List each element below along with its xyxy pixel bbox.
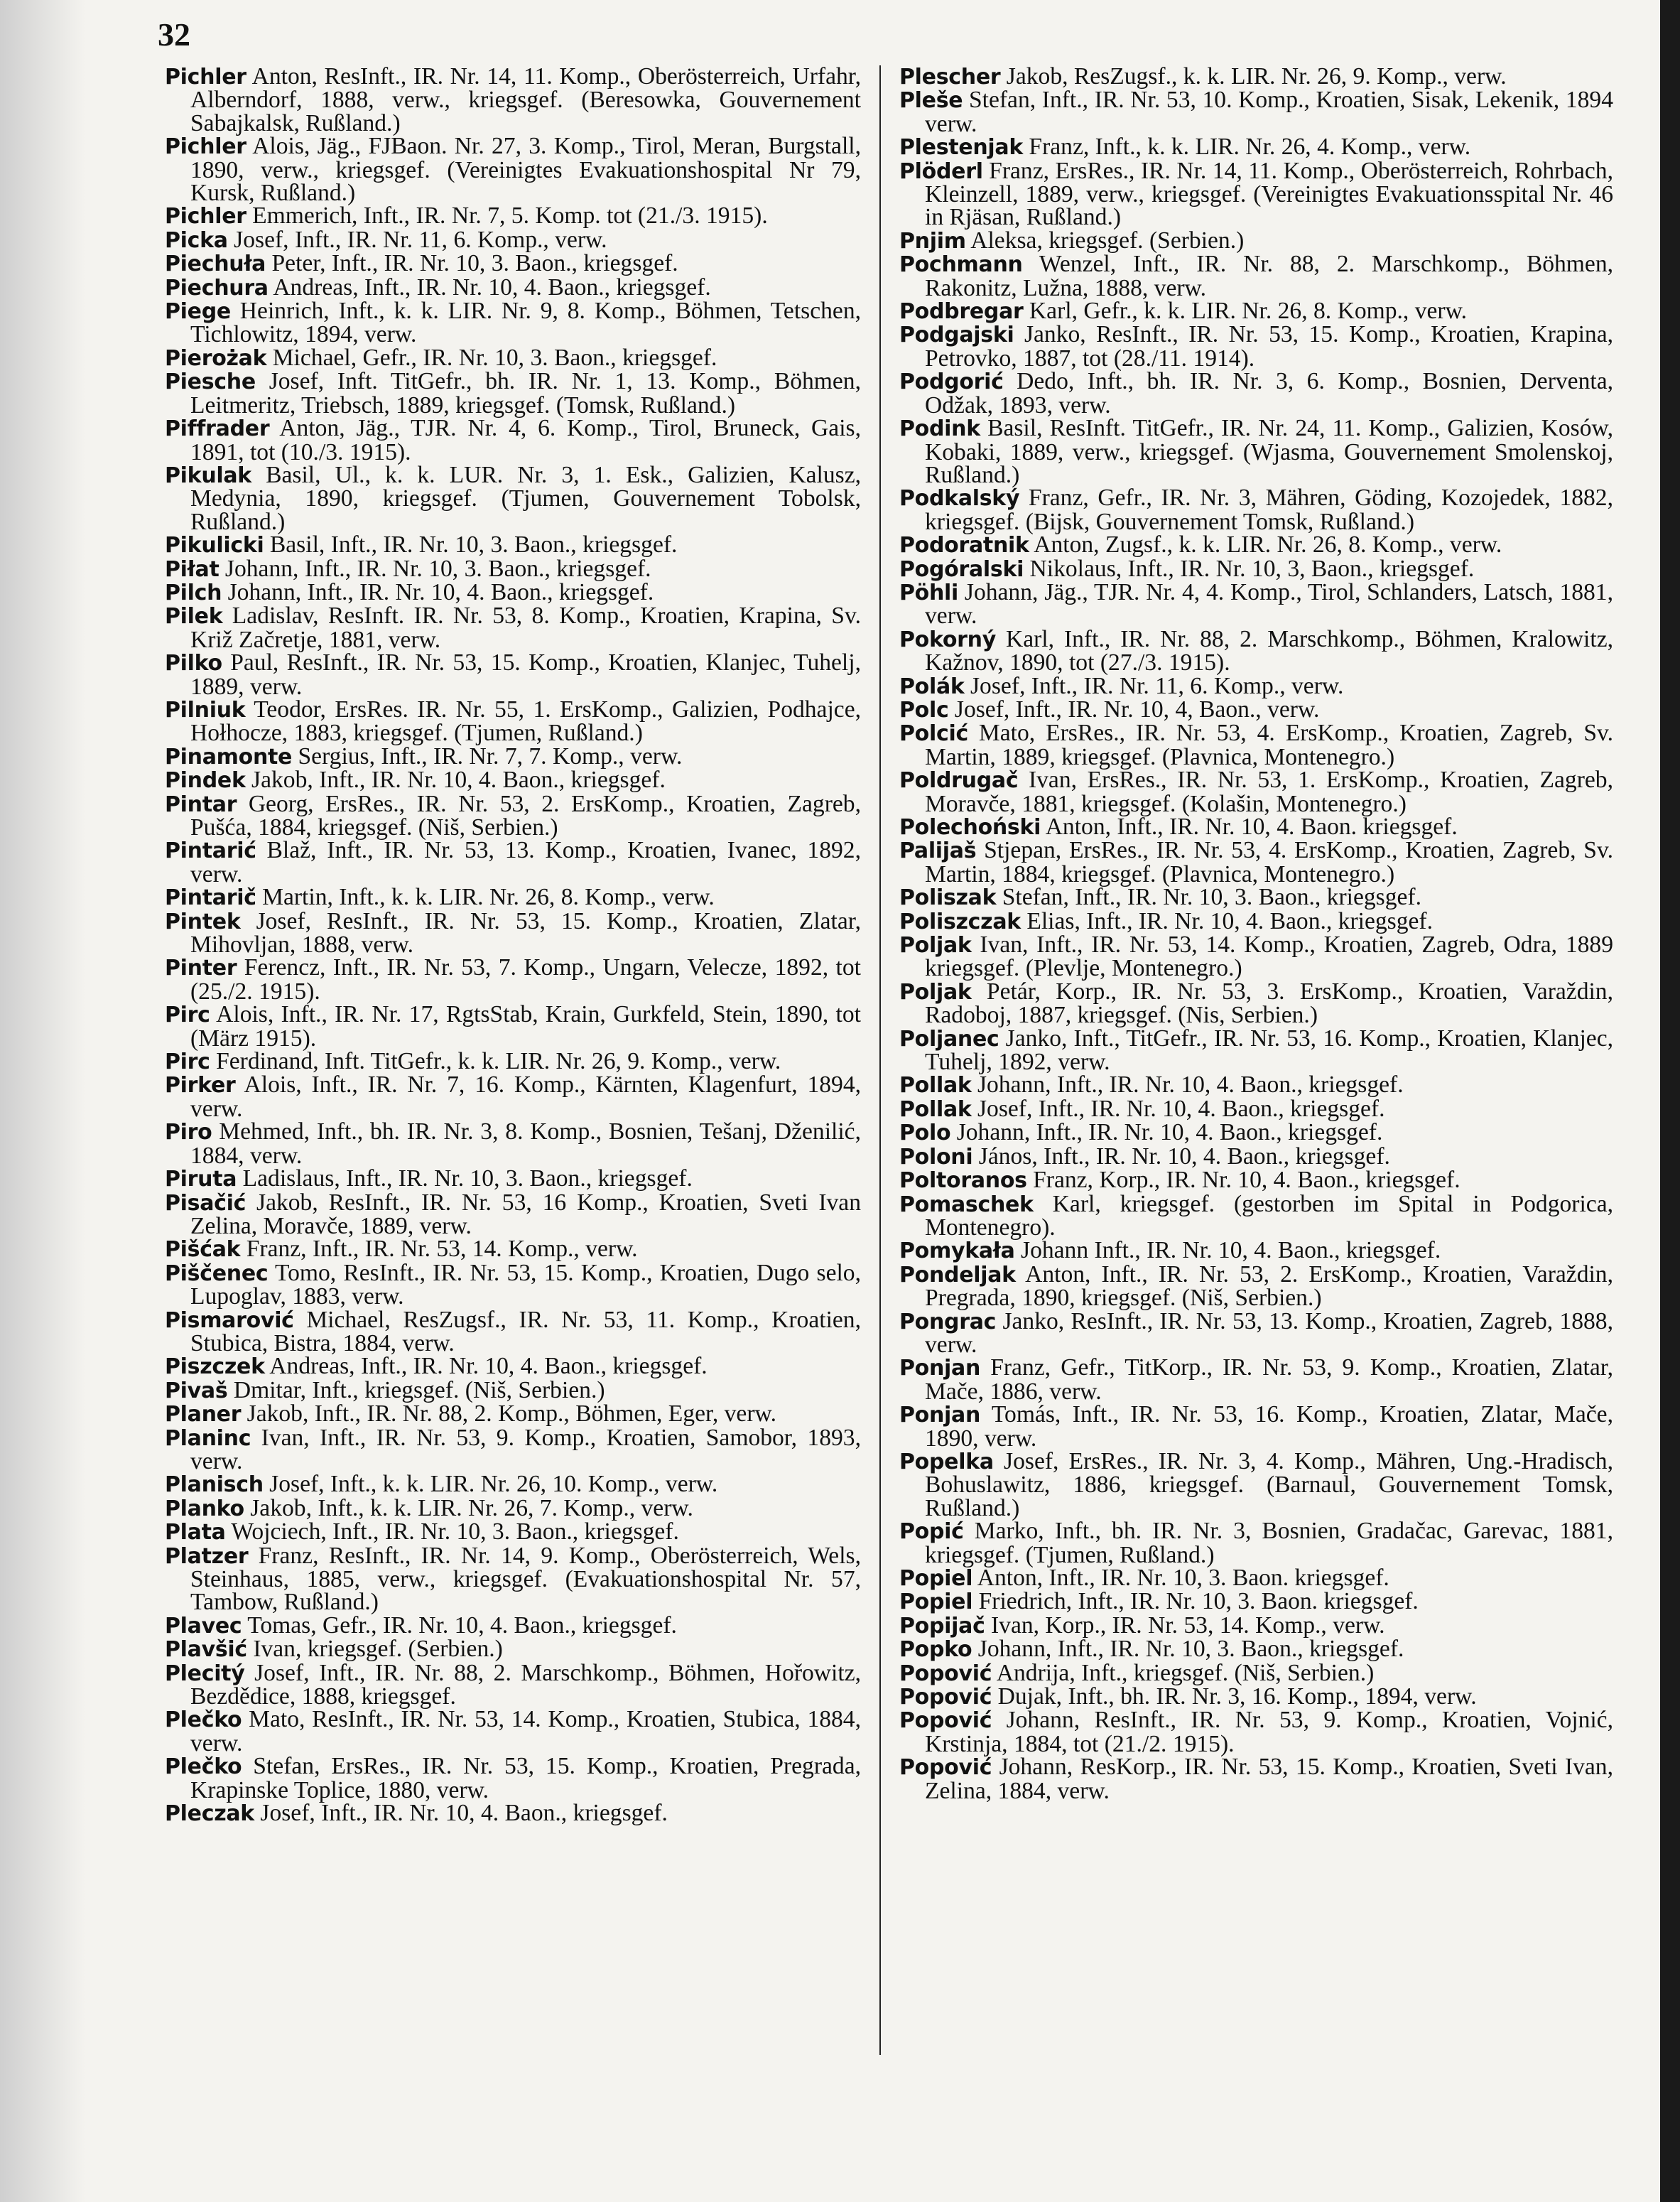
- entry-details: Tomás, Inft., IR. Nr. 53, 16. Komp., Kroatien, Zlatar, Mače, 1890, verw.: [925, 1401, 1613, 1452]
- entry-surname: Poljak: [899, 979, 972, 1005]
- entry-surname: Pongrac: [899, 1309, 997, 1334]
- entry-surname: Platzer: [165, 1543, 249, 1569]
- entry-surname: Polechoński: [899, 815, 1041, 840]
- entry-surname: Pichler: [165, 204, 246, 230]
- entry-details: Mato, ResInft., IR. Nr. 53, 14. Komp., Kroatien, Stubica, 1884, verw.: [190, 1706, 861, 1756]
- list-entry: [899, 769, 1613, 816]
- entry-surname: Pilko: [165, 651, 222, 676]
- list-entry: [165, 886, 861, 910]
- scan-edge: [1660, 0, 1680, 2202]
- list-entry: [165, 956, 861, 1003]
- list-entry: [165, 1542, 861, 1616]
- list-entry: [899, 934, 1613, 981]
- entry-details: Andreas, Inft., IR. Nr. 10, 4. Baon., kriegsgef.: [273, 274, 711, 301]
- entry-details: Alois, Inft., IR. Nr. 7, 16. Komp., Kärnten, Klagenfurt, 1894, verw.: [190, 1072, 862, 1122]
- entry-surname: Piechura: [165, 275, 269, 301]
- entry-details: Ladislav, ResInft. IR. Nr. 53, 8. Komp., Kroatien, Krapina, Sv. Križ Začretje, 1881, verw.: [190, 603, 861, 653]
- entry-details: Johann, ResKorp., IR. Nr. 53, 15. Komp., Kroatien, Sveti Ivan, Zelina, 1884, verw.: [925, 1754, 1613, 1804]
- entry-details: Josef, ErsRes., IR. Nr. 3, 4. Komp., Mähren, Ung.-Hradisch, Bohuslawitz, 1886, kriegsgef. (Barnaul, Gouvernement Tomsk, Rußland.): [925, 1447, 1613, 1521]
- entry-details: Stefan, Inft., IR. Nr. 53, 10. Komp., Kroatien, Sisak, Lekenik, 1894 verw.: [925, 87, 1613, 137]
- entry-details: Franz, Korp., IR. Nr. 10, 4. Baon., kriegsgef.: [1033, 1167, 1460, 1194]
- entry-surname: Pintar: [165, 792, 237, 817]
- entry-details: Johann Inft., IR. Nr. 10, 4. Baon., kriegsgef.: [1021, 1237, 1441, 1264]
- list-entry: [165, 1494, 861, 1521]
- entry-surname: Polcić: [899, 721, 968, 747]
- list-entry: [165, 790, 861, 841]
- list-entry: [165, 1355, 861, 1378]
- list-entry: [899, 1190, 1613, 1241]
- list-entry: [165, 1003, 861, 1050]
- list-entry: [899, 1567, 1613, 1590]
- entry-details: Stjepan, ErsRes., IR. Nr. 53, 4. ErsKomp., Kroatien, Zagreb, Sv. Martin, 1884, kriegsgef. (Plavnica, Montenegro.): [925, 837, 1613, 887]
- list-entry: [165, 226, 861, 253]
- entry-surname: Pogóralski: [899, 556, 1024, 582]
- entry-surname: Pichler: [165, 65, 246, 90]
- list-entry: [899, 698, 1613, 722]
- list-entry: [165, 649, 861, 700]
- list-entry: [165, 745, 861, 769]
- entry-surname: Pirker: [165, 1073, 236, 1099]
- entry-surname: Plecitý: [165, 1661, 245, 1686]
- entry-details: Ivan, Inft., IR. Nr. 53, 14. Komp., Kroatien, Zagreb, Odra, 1889 kriegsgef. (Plevlje, Montenegro.): [925, 932, 1613, 982]
- list-entry: [165, 578, 861, 605]
- scan-shadow: [0, 0, 85, 2202]
- list-entry: [899, 89, 1613, 136]
- entry-details: Ivan, Inft., IR. Nr. 53, 9. Komp., Kroatien, Samobor, 1893, verw.: [190, 1424, 861, 1474]
- entry-details: Josef, Inft., IR. Nr. 88, 2. Marschkomp., Böhmen, Hořowitz, Bezdědice, 1888, kriegsgef.: [190, 1659, 861, 1710]
- list-entry: [899, 1614, 1613, 1638]
- list-entry: [899, 1027, 1613, 1074]
- entry-details: Ladislaus, Inft., IR. Nr. 10, 3. Baon., kriegsgef.: [242, 1165, 693, 1192]
- entry-details: Franz, Inft., IR. Nr. 53, 14. Komp., verw.: [246, 1236, 638, 1263]
- list-entry: [165, 605, 861, 652]
- list-entry: [899, 136, 1613, 159]
- right-column: [899, 65, 1613, 1803]
- entry-details: Tomo, ResInft., IR. Nr. 53, 15. Komp., Kroatien, Dugo selo, Lupoglav, 1883, verw.: [190, 1259, 861, 1310]
- list-entry: [899, 65, 1613, 89]
- entry-details: Andreas, Inft., IR. Nr. 10, 4. Baon., kriegsgef.: [269, 1353, 708, 1380]
- entry-details: Karl, kriegsgef. (gestorben im Spital in Podgorica, Montenegro).: [925, 1190, 1613, 1241]
- entry-surname: Pollak: [899, 1096, 972, 1122]
- entry-details: Basil, Ul., k. k. LUR. Nr. 3, 1. Esk., Galizien, Kalusz, Medynia, 1890, kriegsgef. (Tjumen, Gouvernement Tobolsk, Rußland.): [190, 461, 861, 535]
- entry-details: Dedo, Inft., bh. IR. Nr. 3, 6. Komp., Bosnien, Derventa, Odžak, 1893, verw.: [925, 368, 1613, 419]
- list-entry: [899, 1074, 1613, 1097]
- list-entry: [899, 1756, 1613, 1803]
- entry-surname: Piege: [165, 299, 231, 325]
- entry-details: Basil, Inft., IR. Nr. 10, 3. Baon., kriegsgef.: [269, 531, 678, 558]
- entry-details: Karl, Inft., IR. Nr. 88, 2. Marschkomp., Böhmen, Kralowitz, Kažnov, 1890, tot (27./3. 1915).: [925, 625, 1613, 676]
- list-entry: [165, 344, 861, 371]
- entry-details: Johann, Inft., IR. Nr. 10, 3. Baon., kriegsgef.: [977, 1636, 1404, 1663]
- entry-surname: Podink: [899, 416, 980, 442]
- entry-surname: Plečko: [165, 1754, 242, 1780]
- entry-details: Georg, ErsRes., IR. Nr. 53, 2. ErsKomp., Kroatien, Zagreb, Pušća, 1884, kriegsgef. (Niš, Serbien.): [190, 790, 861, 841]
- entry-details: Franz, ResInft., IR. Nr. 14, 9. Komp., Oberösterreich, Wels, Steinhaus, 1885, verw., kriegsgef. (Evakuationshospital Nr. 57, Tambow, Rußland.): [190, 1542, 861, 1616]
- entry-details: Johann, Inft., IR. Nr. 10, 4. Baon., kriegsgef.: [977, 1072, 1404, 1099]
- list-entry: [165, 555, 861, 582]
- entry-surname: Pismarović: [165, 1307, 294, 1333]
- entry-details: Jakob, ResZugsf., k. k. LIR. Nr. 26, 9. Komp., verw.: [1006, 63, 1507, 90]
- list-entry: [165, 1167, 861, 1191]
- list-entry: [899, 978, 1613, 1029]
- list-entry: [899, 907, 1613, 934]
- list-entry: [165, 1638, 861, 1661]
- list-entry: [899, 1403, 1613, 1450]
- entry-details: Janko, ResInft., IR. Nr. 53, 15. Komp., Kroatien, Krapina, Petrovko, 1887, tot (28./11. 1914).: [925, 321, 1613, 372]
- list-entry: [899, 417, 1613, 487]
- entry-surname: Polc: [899, 697, 949, 723]
- entry-surname: Piesche: [165, 369, 256, 395]
- list-entry: [165, 135, 861, 205]
- entry-surname: Pindek: [165, 768, 246, 794]
- list-entry: [899, 531, 1613, 558]
- entry-details: Alois, Inft., IR. Nr. 17, RgtsStab, Krain, Gurkfeld, Stein, 1890, tot (März 1915).: [190, 1001, 861, 1052]
- entry-details: Wojciech, Inft., IR. Nr. 10, 3. Baon., kriegsgef.: [231, 1518, 679, 1545]
- entry-surname: Plestenjak: [899, 135, 1023, 161]
- list-entry: [899, 1638, 1613, 1661]
- entry-details: Heinrich, Inft., k. k. LIR. Nr. 9, 8. Komp., Böhmen, Tetschen, Tichlowitz, 1894, verw.: [190, 298, 861, 348]
- list-entry: [899, 1263, 1613, 1310]
- entry-surname: Pichler: [165, 134, 246, 160]
- entry-details: Josef, Inft., IR. Nr. 11, 6. Komp., verw.: [970, 672, 1344, 699]
- entry-surname: Polák: [899, 674, 965, 699]
- entry-surname: Pilek: [165, 604, 223, 630]
- entry-surname: Pirc: [165, 1003, 210, 1028]
- entry-surname: Picka: [165, 227, 228, 253]
- entry-details: Friedrich, Inft., IR. Nr. 10, 3. Baon. kriegsgef.: [978, 1588, 1419, 1615]
- list-entry: [165, 698, 861, 745]
- entry-surname: Pilch: [165, 580, 222, 605]
- list-entry: [165, 907, 861, 959]
- entry-surname: Popić: [899, 1519, 964, 1545]
- entry-details: Stefan, ErsRes., IR. Nr. 53, 15. Komp., Kroatien, Pregrada, Krapinske Toplice, 1880, verw.: [190, 1753, 861, 1803]
- list-entry: [165, 252, 861, 276]
- entry-details: Alois, Jäg., FJBaon. Nr. 27, 3. Komp., Tirol, Meran, Burgstall, 1890, verw., kriegsgef. (Vereinigtes Evakuationshospital Nr 79, Kursk, Rußland.): [190, 133, 862, 207]
- entry-details: Marko, Inft., bh. IR. Nr. 3, Bosnien, Gradačac, Garevac, 1881, kriegsgef. (Tjumen, Rußland.): [925, 1518, 1613, 1568]
- list-entry: [165, 1050, 861, 1074]
- entry-details: Mato, ErsRes., IR. Nr. 53, 4. ErsKomp., Kroatien, Zagreb, Sv. Martin, 1889, kriegsgef. (Plavnica, Montenegro.): [925, 720, 1613, 770]
- list-entry: [165, 205, 861, 228]
- list-entry: [165, 1238, 861, 1261]
- entry-details: Anton, ResInft., IR. Nr. 14, 11. Komp., Oberösterreich, Urfahr, Alberndorf, 1888, verw., kriegsgef. (Beresowka, Gouvernement Sabajkalsk, Rußland.): [190, 63, 861, 136]
- entry-surname: Piro: [165, 1120, 212, 1145]
- column-divider: [879, 65, 881, 2055]
- list-entry: [899, 1169, 1613, 1192]
- entry-details: Johann, ResInft., IR. Nr. 53, 9. Komp., Kroatien, Vojnić, Krstinja, 1884, tot (21./2. 1915).: [925, 1707, 1613, 1757]
- entry-surname: Pondeljak: [899, 1262, 1016, 1288]
- entry-surname: Pleczak: [165, 1801, 254, 1827]
- entry-surname: Piechuła: [165, 252, 266, 277]
- list-entry: [165, 1518, 861, 1545]
- entry-details: Martin, Inft., k. k. LIR. Nr. 26, 8. Komp., verw.: [262, 884, 715, 911]
- entry-details: Peter, Inft., IR. Nr. 10, 3. Baon., kriegsgef.: [271, 250, 678, 277]
- entry-surname: Podgorić: [899, 369, 1004, 395]
- entry-details: Josef, Inft., IR. Nr. 11, 6. Komp., verw.: [234, 226, 607, 253]
- entry-surname: Popiel: [899, 1590, 973, 1615]
- entry-surname: Popiel: [899, 1566, 973, 1591]
- list-entry: [165, 1473, 861, 1496]
- entry-surname: Plavec: [165, 1613, 242, 1639]
- list-entry: [899, 1520, 1613, 1567]
- entry-details: Janko, ResInft., IR. Nr. 53, 13. Komp., Kroatien, Zagreb, 1888, verw.: [925, 1307, 1613, 1358]
- entry-surname: Poliszak: [899, 885, 997, 911]
- entry-surname: Pokorný: [899, 627, 996, 652]
- entry-details: Paul, ResInft., IR. Nr. 53, 15. Komp., Kroatien, Klanjec, Tuhelj, 1889, verw.: [190, 649, 861, 700]
- entry-details: Elias, Inft., IR. Nr. 10, 4. Baon., kriegsgef.: [1026, 907, 1433, 934]
- entry-details: Anton, Zugsf., k. k. LIR. Nr. 26, 8. Komp., verw.: [1034, 531, 1502, 558]
- entry-surname: Plavšić: [165, 1637, 247, 1663]
- entry-surname: Podgajski: [899, 323, 1014, 348]
- entry-details: Ivan, kriegsgef. (Serbien.): [253, 1636, 503, 1663]
- list-entry: [899, 578, 1613, 630]
- entry-surname: Poljanec: [899, 1026, 999, 1052]
- entry-surname: Poldrugač: [899, 768, 1019, 794]
- entry-surname: Poloni: [899, 1144, 973, 1170]
- list-entry: [899, 555, 1613, 582]
- left-column: [165, 65, 861, 1825]
- entry-details: Franz, Inft., k. k. LIR. Nr. 26, 4. Komp., verw.: [1029, 134, 1471, 161]
- entry-details: Anton, Inft., IR. Nr. 53, 2. ErsKomp., Kroatien, Varaždin, Pregrada, 1890, kriegsgef. (Niš, Serbien.): [925, 1261, 1613, 1312]
- list-entry: [899, 1145, 1613, 1169]
- entry-surname: Popijač: [899, 1613, 985, 1639]
- list-entry: [899, 300, 1613, 323]
- entry-surname: Pintek: [165, 909, 241, 934]
- entry-details: Ferencz, Inft., IR. Nr. 53, 7. Komp., Ungarn, Velecze, 1892, tot (25./2. 1915).: [190, 954, 861, 1005]
- entry-surname: Popelka: [899, 1449, 994, 1474]
- entry-surname: Pinamonte: [165, 744, 293, 770]
- entry-surname: Plata: [165, 1520, 226, 1545]
- entry-details: Andrija, Inft., kriegsgef. (Niš, Serbien.): [996, 1659, 1375, 1686]
- list-entry: [899, 487, 1613, 534]
- entry-details: Emmerich, Inft., IR. Nr. 7, 5. Komp. tot (21./3. 1915).: [252, 203, 768, 230]
- entry-details: Jakob, ResInft., IR. Nr. 53, 16 Komp., Kroatien, Sveti Ivan Zelina, Moravče, 1889, verw.: [190, 1189, 861, 1239]
- entry-surname: Piščenec: [165, 1261, 269, 1286]
- entry-details: Johann, Jäg., TJR. Nr. 4, 4. Komp., Tirol, Schlanders, Latsch, 1881, verw.: [925, 578, 1613, 630]
- list-entry: [899, 722, 1613, 769]
- entry-details: Ivan, ErsRes., IR. Nr. 53, 1. ErsKomp., Kroatien, Zagreb, Moravče, 1881, kriegsgef. (Kolašin, Montenegro.): [925, 767, 1613, 817]
- entry-details: Franz, Gefr., IR. Nr. 3, Mähren, Göding, Kozojedek, 1882, kriegsgef. (Bijsk, Gouvernement Tomsk, Rußland.): [925, 485, 1613, 535]
- entry-details: Johann, Inft., IR. Nr. 10, 4. Baon., kriegsgef.: [956, 1119, 1383, 1146]
- list-entry: [165, 1074, 861, 1121]
- entry-surname: Pikulicki: [165, 533, 264, 558]
- entry-surname: Podbregar: [899, 299, 1024, 325]
- list-entry: [165, 276, 861, 300]
- list-entry: [899, 816, 1613, 839]
- entry-details: Anton, Jäg., TJR. Nr. 4, 6. Komp., Tirol, Bruneck, Gais, 1891, tot (10./3. 1915).: [190, 415, 861, 465]
- list-entry: [899, 1307, 1613, 1358]
- list-entry: [165, 1424, 861, 1474]
- entry-details: Karl, Gefr., k. k. LIR. Nr. 26, 8. Komp., verw.: [1029, 298, 1468, 325]
- entry-surname: Pintarić: [165, 838, 256, 864]
- entry-details: Josef, Inft., IR. Nr. 10, 4. Baon., kriegsgef.: [977, 1095, 1385, 1122]
- entry-surname: Pišćak: [165, 1237, 241, 1263]
- list-entry: [165, 1659, 861, 1710]
- entry-surname: Pikulak: [165, 463, 251, 488]
- entry-surname: Planisch: [165, 1472, 264, 1498]
- list-entry: [899, 1659, 1613, 1686]
- list-entry: [899, 323, 1613, 370]
- entry-details: Michael, ResZugsf., IR. Nr. 53, 11. Komp., Kroatien, Stubica, Bistra, 1884, verw.: [190, 1306, 861, 1356]
- list-entry: [165, 1400, 861, 1427]
- entry-surname: Planer: [165, 1402, 242, 1427]
- entry-surname: Pomykała: [899, 1238, 1015, 1264]
- entry-surname: Pochmann: [899, 252, 1023, 278]
- list-entry: [165, 1614, 861, 1638]
- entry-surname: Popović: [899, 1755, 992, 1781]
- entry-details: Tomas, Gefr., IR. Nr. 10, 4. Baon., kriegsgef.: [247, 1612, 677, 1639]
- list-entry: [899, 1590, 1613, 1614]
- list-entry: [899, 227, 1613, 254]
- entry-surname: Pirc: [165, 1049, 210, 1075]
- list-entry: [899, 1095, 1613, 1122]
- list-entry: [899, 370, 1613, 417]
- entry-surname: Pollak: [899, 1073, 972, 1099]
- entry-details: Stefan, Inft., IR. Nr. 10, 3. Baon., kriegsgef.: [1002, 884, 1421, 911]
- entry-details: Franz, ErsRes., IR. Nr. 14, 11. Komp., Oberösterreich, Rohrbach, Kleinzell, 1889, verw., kriegsgef. (Vereinigtes Evakuationsspital Nr. 46 in Rjäsan, Rußland.): [925, 157, 1613, 231]
- list-entry: [165, 300, 861, 347]
- list-entry: [899, 1356, 1613, 1403]
- list-entry: [899, 157, 1613, 231]
- list-entry: [165, 1306, 861, 1356]
- entry-surname: Pomaschek: [899, 1192, 1034, 1217]
- entry-surname: Podkalský: [899, 486, 1020, 512]
- entry-surname: Pierożak: [165, 345, 267, 371]
- entry-surname: Poljak: [899, 933, 972, 959]
- entry-surname: Pilniuk: [165, 697, 246, 723]
- entry-surname: Pöhli: [899, 580, 959, 605]
- list-entry: [165, 1755, 861, 1802]
- entry-details: Basil, ResInft. TitGefr., IR. Nr. 24, 11. Komp., Galizien, Kosów, Kobaki, 1889, verw., kriegsgef. (Wjasma, Gouvernement Smolenskoj, Rußland.): [925, 415, 1613, 488]
- list-entry: [165, 769, 861, 792]
- list-entry: [165, 839, 861, 886]
- entry-surname: Pisačić: [165, 1190, 246, 1216]
- list-entry: [165, 417, 861, 464]
- list-entry: [899, 1121, 1613, 1145]
- entry-details: Jakob, Inft., IR. Nr. 10, 4. Baon., kriegsgef.: [251, 767, 666, 794]
- entry-details: Franz, Gefr., TitKorp., IR. Nr. 53, 9. Komp., Kroatien, Zlatar, Mače, 1886, verw.: [925, 1354, 1613, 1405]
- entry-surname: Popko: [899, 1637, 972, 1663]
- entry-surname: Pleše: [899, 88, 963, 114]
- list-entry: [165, 1118, 861, 1169]
- list-entry: [899, 1447, 1613, 1521]
- list-entry: [165, 531, 861, 558]
- entry-details: Wenzel, Inft., IR. Nr. 88, 2. Marschkomp., Böhmen, Rakonitz, Lužna, 1888, verw.: [925, 251, 1613, 301]
- list-entry: [899, 839, 1613, 886]
- entry-details: Josef, Inft., IR. Nr. 10, 4. Baon., kriegsgef.: [260, 1800, 668, 1827]
- list-entry: [899, 1709, 1613, 1756]
- entry-surname: Pivaš: [165, 1378, 228, 1403]
- entry-details: Johann, Inft., IR. Nr. 10, 3. Baon., kriegsgef.: [224, 555, 651, 582]
- entry-surname: Podoratnik: [899, 533, 1029, 558]
- entry-details: Josef, Inft., IR. Nr. 10, 4, Baon., verw.: [954, 696, 1320, 723]
- entry-surname: Popović: [899, 1708, 992, 1734]
- list-entry: [899, 672, 1613, 699]
- entry-details: Josef, Inft., k. k. LIR. Nr. 26, 10. Komp., verw.: [269, 1471, 718, 1498]
- entry-details: Johann, Inft., IR. Nr. 10, 4. Baon., kriegsgef.: [227, 578, 654, 605]
- list-entry: [899, 1239, 1613, 1263]
- list-entry: [165, 461, 861, 535]
- list-entry: [165, 65, 861, 135]
- list-entry: [899, 1685, 1613, 1709]
- entry-details: Dmitar, Inft., kriegsgef. (Niš, Serbien.): [233, 1376, 605, 1403]
- list-entry: [165, 370, 861, 417]
- page-number: 32: [158, 16, 190, 53]
- entry-surname: Piszczek: [165, 1354, 265, 1380]
- entry-details: Petár, Korp., IR. Nr. 53, 3. ErsKomp., Kroatien, Varaždin, Radoboj, 1887, kriegsgef. (Nis, Serbien.): [925, 978, 1613, 1029]
- entry-details: Michael, Gefr., IR. Nr. 10, 3. Baon., kriegsgef.: [272, 344, 717, 371]
- entry-surname: Piruta: [165, 1167, 237, 1192]
- entry-details: Jakob, Inft., IR. Nr. 88, 2. Komp., Böhmen, Eger, verw.: [246, 1400, 776, 1427]
- entry-details: Anton, Inft., IR. Nr. 10, 3. Baon. kriegsgef.: [977, 1565, 1389, 1591]
- entry-surname: Palijaš: [899, 838, 977, 864]
- entry-details: Anton, Inft., IR. Nr. 10, 4. Baon. kriegsgef.: [1045, 814, 1458, 840]
- entry-surname: Popović: [899, 1661, 992, 1686]
- entry-surname: Popović: [899, 1685, 992, 1710]
- entry-surname: Piłat: [165, 556, 220, 582]
- entry-details: Janko, Inft., TitGefr., IR. Nr. 53, 16. Komp., Kroatien, Klanjec, Tuhelj, 1892, verw.: [925, 1025, 1613, 1076]
- entry-surname: Ponjan: [899, 1403, 981, 1428]
- list-entry: [165, 1189, 861, 1239]
- entry-details: Ivan, Korp., IR. Nr. 53, 14. Komp., verw.: [990, 1612, 1385, 1639]
- list-entry: [899, 886, 1613, 910]
- entry-surname: Poltoranos: [899, 1168, 1027, 1194]
- entry-surname: Polo: [899, 1121, 951, 1146]
- entry-surname: Poliszczak: [899, 909, 1021, 934]
- entry-surname: Pnjim: [899, 228, 966, 254]
- entry-details: Sergius, Inft., IR. Nr. 7, 7. Komp., verw.: [298, 743, 683, 770]
- entry-details: Dujak, Inft., bh. IR. Nr. 3, 16. Komp., 1894, verw.: [997, 1683, 1477, 1710]
- entry-details: Jakob, Inft., k. k. LIR. Nr. 26, 7. Komp., verw.: [250, 1494, 693, 1521]
- entry-surname: Plöderl: [899, 158, 983, 184]
- entry-details: Teodor, ErsRes. IR. Nr. 55, 1. ErsKomp., Galizien, Podhajce, Hołhocze, 1883, kriegsgef. (Tjumen, Rußland.): [190, 696, 861, 747]
- entry-details: Nikolaus, Inft., IR. Nr. 10, 3, Baon., kriegsgef.: [1029, 555, 1475, 582]
- entry-details: Ferdinand, Inft. TitGefr., k. k. LIR. Nr. 26, 9. Komp., verw.: [216, 1048, 781, 1075]
- entry-surname: Planinc: [165, 1425, 251, 1451]
- entry-surname: Pintarič: [165, 885, 256, 911]
- entry-surname: Plescher: [899, 65, 1001, 90]
- entry-details: Aleksa, kriegsgef. (Serbien.): [970, 227, 1245, 254]
- entry-details: Mehmed, Inft., bh. IR. Nr. 3, 8. Komp., Bosnien, Tešanj, Dženilić, 1884, verw.: [190, 1118, 861, 1169]
- entry-surname: Pinter: [165, 956, 237, 981]
- list-entry: [165, 1376, 861, 1403]
- entry-surname: Piffrader: [165, 416, 270, 442]
- list-entry: [899, 253, 1613, 300]
- entry-surname: Plečko: [165, 1707, 242, 1733]
- entry-surname: Planko: [165, 1496, 244, 1521]
- list-entry: [165, 1259, 861, 1310]
- entry-details: Josef, Inft. TitGefr., bh. IR. Nr. 1, 13. Komp., Böhmen, Leitmeritz, Triebsch, 1889, kriegsgef. (Tomsk, Rußland.): [190, 368, 861, 419]
- entry-details: Blaž, Inft., IR. Nr. 53, 13. Komp., Kroatien, Ivanec, 1892, verw.: [190, 837, 861, 887]
- list-entry: [165, 1708, 861, 1755]
- entry-details: János, Inft., IR. Nr. 10, 4. Baon., kriegsgef.: [978, 1143, 1390, 1170]
- entry-details: Josef, ResInft., IR. Nr. 53, 15. Komp., Kroatien, Zlatar, Mihovljan, 1888, verw.: [190, 907, 861, 959]
- list-entry: [165, 1802, 861, 1825]
- entry-surname: Ponjan: [899, 1356, 981, 1381]
- list-entry: [899, 625, 1613, 676]
